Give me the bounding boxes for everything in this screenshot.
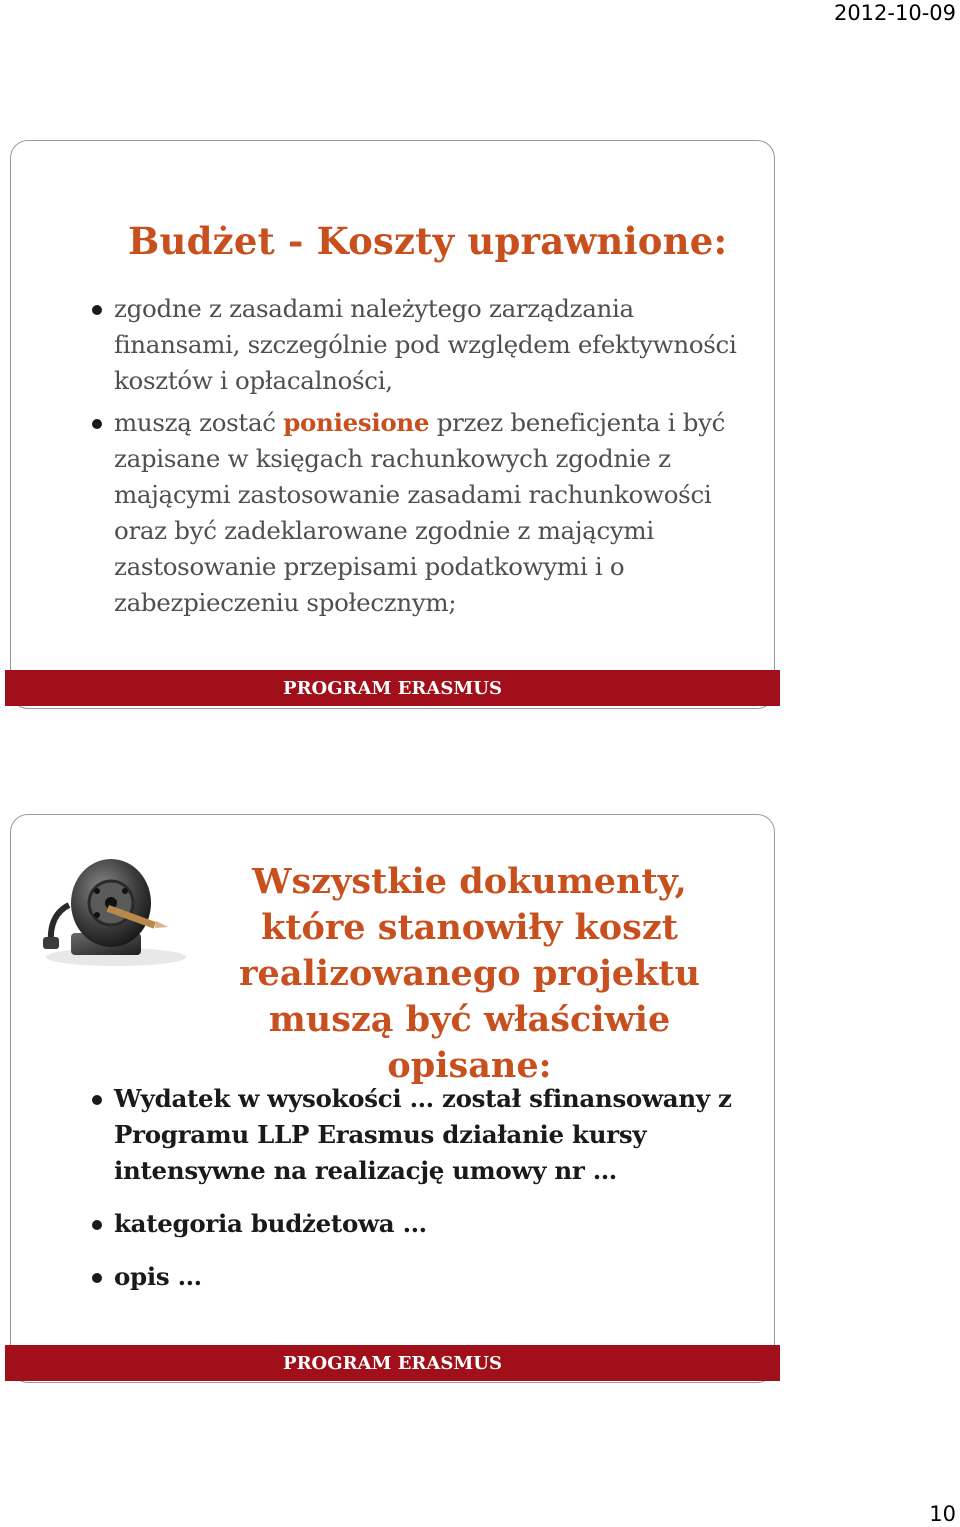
slide-footer-bar: PROGRAM ERASMUS <box>5 1345 780 1381</box>
bullet-list <box>92 1081 762 1312</box>
list-item <box>92 405 752 621</box>
bullet-list <box>92 291 752 627</box>
list-item <box>92 291 752 399</box>
bullet-text: kategoria budżetowa … <box>114 1209 427 1238</box>
bullet-dot-icon <box>92 419 102 429</box>
list-item <box>92 1206 762 1242</box>
bullet-text-before: muszą zostać <box>114 408 284 437</box>
bullet-text: zgodne z zasadami należytego zarządzania finansami, szczególnie pod względem efektywności kosztów i opłacalności, <box>114 294 737 395</box>
bullet-text-after: przez beneficjenta i być zapisane w księgach rachunkowych zgodnie z mającymi zastosowanie zasadami rachunkowości oraz być zadeklarowane zgodnie z mającymi zastosowanie przepisami podatkowymi i o zabezpieczeniu społecznym; <box>114 408 726 617</box>
slide-title: Wszystkie dokumenty, które stanowiły koszt realizowanego projektu muszą być właściwie opisane: <box>239 861 700 1086</box>
slide-footer-bar: PROGRAM ERASMUS <box>5 670 780 706</box>
bullet-text: opis … <box>114 1262 202 1291</box>
page-date: 2012-10-09 <box>833 1 956 25</box>
list-item <box>92 1081 762 1189</box>
bullet-dot-icon <box>92 305 102 315</box>
bullet-dot-icon <box>92 1273 102 1283</box>
bullet-dot-icon <box>92 1220 102 1230</box>
slide-documents-description <box>10 814 775 1383</box>
bullet-highlight: poniesione <box>283 408 430 437</box>
page-number: 10 <box>929 1502 956 1526</box>
slide-title: Budżet - Koszty uprawnione: <box>128 219 728 263</box>
list-item <box>92 1259 762 1295</box>
bullet-dot-icon <box>92 1095 102 1105</box>
pencil-sharpener-icon <box>21 845 201 970</box>
slide-budget-eligible-costs <box>10 140 775 709</box>
bullet-text: Wydatek w wysokości … został sfinansowany z Programu LLP Erasmus działanie kursy intensywne na realizację umowy nr … <box>114 1084 732 1185</box>
